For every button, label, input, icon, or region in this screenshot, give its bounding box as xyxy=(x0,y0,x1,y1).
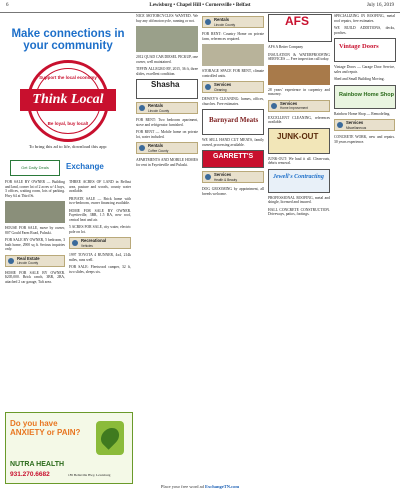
classified-ad: DOG GROOMING by appointment, all breeds welcome. xyxy=(202,187,264,196)
house-icon xyxy=(8,258,14,264)
footer-site-link[interactable]: ExchangeTN.com xyxy=(204,484,240,489)
app-logos xyxy=(10,158,130,176)
shasha-name: Shasha xyxy=(151,80,180,89)
seal-band: Think Local xyxy=(20,89,116,111)
section-header-rentals-coffee: Rentals Coffee County xyxy=(136,142,198,154)
seal-bottom-text: Be loyal, buy local! xyxy=(47,121,89,126)
exchange-logo[interactable]: Exchange xyxy=(66,162,104,171)
classified-ad: Vintage Doors — Garage Door Service, sales and repair. xyxy=(334,65,395,74)
section-header-cleaning: Services Cleaning xyxy=(202,81,264,93)
cbd-phone[interactable]: 931.270.6682 xyxy=(10,471,50,478)
daily-deals-logo[interactable]: Get Daily Deals xyxy=(10,160,60,176)
column-1 xyxy=(5,180,65,287)
column-4 xyxy=(202,14,264,199)
barnyard-meats-ad[interactable] xyxy=(202,109,264,135)
think-local-promo xyxy=(5,14,131,154)
car-photo xyxy=(268,65,330,85)
classified-ad: FOR SALE BY OWNER, 5 bedroom, 3 bath home, 2900 sq ft. Serious inquiries only. xyxy=(5,238,65,251)
key-icon xyxy=(205,19,211,25)
rv-icon xyxy=(72,240,78,246)
footer-prefix: Place your free word ad xyxy=(160,484,205,489)
seal-top-text: Support the local economy xyxy=(39,75,97,80)
cbd-question: Do you have ANXIETY or PAIN? xyxy=(10,419,81,437)
key-icon xyxy=(139,105,145,111)
afs-ad[interactable] xyxy=(268,14,332,42)
vintage-doors-ad[interactable] xyxy=(334,38,396,62)
house-photo xyxy=(5,201,65,223)
classified-ad: AFS A Better Company xyxy=(268,45,304,49)
cbd-address: 185 Belleville Hwy, Lewisburg xyxy=(68,473,111,477)
section-header-real-estate: Real Estate Lincoln County xyxy=(5,255,65,267)
column-3 xyxy=(136,14,198,170)
section-header-rentals-2: Rentals Lincoln County xyxy=(202,16,264,28)
promo-subline: To bring this ad to life, download this app: xyxy=(28,144,108,149)
classified-ad: FOR SALE: Fleetwood camper, 32 ft, two slides, sleeps six. xyxy=(69,265,131,274)
hammer-icon xyxy=(271,103,277,109)
classified-ad: Shed and Small Building Moving. xyxy=(334,77,385,81)
classified-ad: Rainbow Home Shop — Remodeling. xyxy=(334,111,391,116)
cbd-brand: NUTRA HEALTH xyxy=(10,461,65,468)
classified-ad: APARTMENTS AND MOBILE HOMES for rent in Fayetteville and Pulaski. xyxy=(136,158,198,167)
classified-ad: PRIVATE SALE — Brick home with two-bedroom, owner financing available. xyxy=(69,196,131,205)
page-footer xyxy=(0,484,400,492)
classified-ad: SPECIALIZING IN ROOFING, metal roof repairs, free estimates. xyxy=(334,14,395,23)
classified-ad: STORAGE SPACE FOR RENT, climate controlled units. xyxy=(202,69,264,78)
classified-ad: TIFFIN ALLEGRO RV, 2015, 36 ft, three slides, excellent condition. xyxy=(136,67,198,76)
broom-icon xyxy=(205,84,211,90)
afs-logo: AFS xyxy=(285,14,309,28)
section-header-rentals: Rentals Lincoln County xyxy=(136,102,198,114)
classified-ad: JUNK-OUT: We haul it all. Clean-outs, debris removal. xyxy=(268,156,330,165)
column-6 xyxy=(334,14,395,147)
key-icon xyxy=(139,145,145,151)
section-header-home-improvement: Services Home Improvement xyxy=(268,100,330,112)
classified-ad: DEWEY'S CLEANING: homes, offices, churches. Free estimates. xyxy=(202,97,264,106)
column-2 xyxy=(69,180,131,277)
classified-ad: HOME FOR SALE BY OWNER. Fayetteville, 3BR, 1.5 BA, new roof, central heat and air. xyxy=(69,208,131,222)
section-header-misc: Services Miscellaneous xyxy=(334,119,395,131)
paper-title: Lewisburg • Chapel Hill • Cornersville • Belfast xyxy=(149,3,251,8)
classified-ad: 2012 QUAD CAB DIESEL PICKUP, one owner, well maintained. xyxy=(136,55,198,64)
home-photo xyxy=(202,44,264,66)
classified-ad: WE SELL HAND CUT MEATS, family owned, processing available. xyxy=(202,138,264,147)
classified-ad: HOUSE FOR SALE, move by owner, 807 Gould Farm Road, Pulaski. xyxy=(5,226,65,235)
classified-ad: FOR RENT: Country Home on private farm, references required. xyxy=(202,32,264,41)
classified-ad: THREE ACRES OF LAND in Belfast area, pasture and woods, county water available. xyxy=(69,180,131,193)
classified-ad: FOR SALE BY OWNER — Building and land, corner lot of 2 acres w/ 4 bays, 3 offices, waiting room, lots of parking. Hwy 64 at Third St. xyxy=(5,180,65,198)
classified-ad: FOR RENT — Mobile home on private lot, water included. xyxy=(136,130,198,139)
issue-date: July 16, 2019 xyxy=(366,3,394,8)
junk-out-ad[interactable] xyxy=(268,128,330,154)
wrench-icon xyxy=(337,122,343,128)
vintage-name: Vintage Doors xyxy=(339,43,379,50)
barnyard-name: Barnyard Meats xyxy=(209,116,259,124)
classified-ad: FOR RENT: Two bedroom apartment, stove and refrigerator furnished. xyxy=(136,118,198,127)
jewells-name: Jewell's Contracting xyxy=(273,173,324,180)
classified-ad: EXCELLENT CLEANING, references available. xyxy=(268,115,330,124)
heart-icon xyxy=(205,174,211,180)
classified-ad: HOME FOR SALE BY OWNER. $205,000. Brick ranch, 3BR, 2BA, attached 2 car garage, Taft area. xyxy=(5,270,65,284)
garretts-ad[interactable] xyxy=(202,150,264,168)
promo-headline: Make connections in your community xyxy=(11,28,125,52)
classified-ad: 5 ACRES FOR SALE, city water, electric pole on lot. xyxy=(69,225,131,234)
quad-photo xyxy=(136,26,198,52)
classified-ad: WE BUILD ADDITIONS, decks, porches. xyxy=(334,26,395,35)
classified-ad: HALL CONCRETE CONSTRUCTION. Driveways, patios, footings. xyxy=(268,207,330,216)
garretts-name: GARRETT'S xyxy=(213,153,254,160)
junkout-name: JUNK-OUT xyxy=(277,131,319,141)
rainbow-home-ad[interactable] xyxy=(334,85,396,109)
classified-ad: 28 years' experience in carpentry and masonry. xyxy=(268,87,330,96)
jewells-ad[interactable] xyxy=(268,169,330,193)
page-header xyxy=(0,0,400,13)
page-number: 6 xyxy=(6,3,9,8)
think-local-seal xyxy=(27,60,109,142)
classified-ad: CONCRETE WORK, new and repairs. 30 years experience. xyxy=(334,135,395,144)
classified-ad: NICE MOTORCYCLES WANTED. We buy any old motorcycle, running or not. xyxy=(136,14,198,23)
section-header-recreational: Recreational Vehicles xyxy=(69,237,131,249)
nutra-health-cbd-ad[interactable] xyxy=(5,412,133,484)
classified-ad: PROFESSIONAL ROOFING, metal and shingle, licensed and insured. xyxy=(268,195,330,204)
classified-ad: INSULATION & WATERPROOFING SERVICES — Free inspection call today. xyxy=(268,52,330,61)
classified-ad: 1997 TOYOTA 4 RUNNER, 4x4, 214k miles, runs well. xyxy=(69,253,131,262)
rainbow-name: Rainbow Home Shop xyxy=(339,91,394,98)
shasha-ad[interactable] xyxy=(136,79,198,99)
section-header-health: Services Health & Beauty xyxy=(202,171,264,183)
column-5 xyxy=(268,14,330,220)
